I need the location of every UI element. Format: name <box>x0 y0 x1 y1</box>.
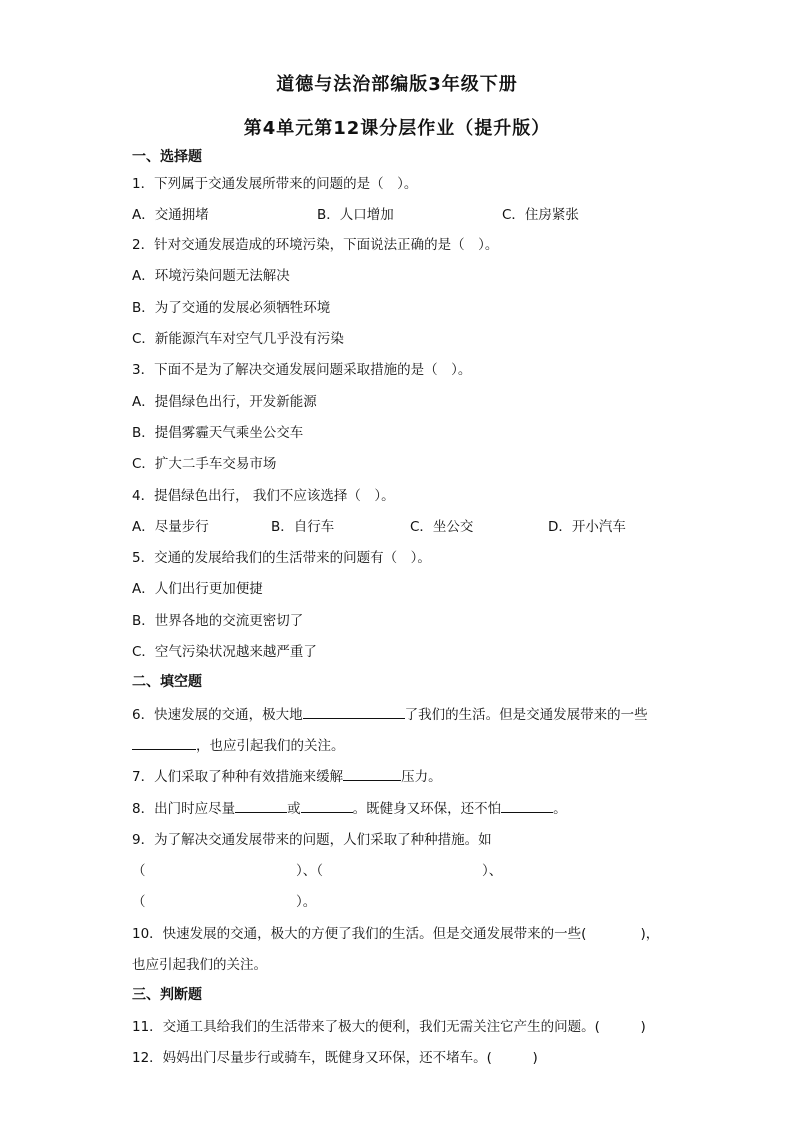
question-7-text-1: 7．人们采取了种种有效措施来缓解 <box>132 769 344 785</box>
question-8-text-1: 8．出门时应尽量 <box>132 801 236 817</box>
question-10-line2: 也应引起我们的关注。 <box>132 957 267 973</box>
question-3-option-a: A．提倡绿色出行，开发新能源 <box>132 394 317 410</box>
document-title-line1: 道德与法治部编版3年级下册 <box>276 74 518 95</box>
question-9-close-paren-1: ）、（ <box>296 863 323 879</box>
question-1-option-c: C．住房紧张 <box>502 207 579 223</box>
question-6-line1 <box>132 703 648 723</box>
question-3-option-b: B．提倡雾霾天气乘坐公交车 <box>132 425 304 441</box>
question-4-stem: 4．提倡绿色出行， 我们不应该选择（ ）。 <box>132 488 395 504</box>
question-9-open-paren-1: （ <box>132 863 146 879</box>
question-8 <box>132 797 567 817</box>
question-6-text-2: 了我们的生活。但是交通发展带来的一些 <box>404 707 648 723</box>
question-9-line3 <box>132 890 332 910</box>
question-8-text-3: 。既健身又环保，还不怕 <box>352 801 502 817</box>
section-judge-label: 三、判断题 <box>132 987 202 1003</box>
question-2-option-b: B．为了交通的发展必须牺牲环境 <box>132 300 331 316</box>
question-3-stem: 3．下面不是为了解决交通发展问题采取措施的是（ ）。 <box>132 362 472 378</box>
answer-blank[interactable] <box>303 706 405 719</box>
question-3-option-c: C．扩大二手车交易市场 <box>132 456 277 472</box>
question-11: 11．交通工具给我们的生活带来了极大的便利，我们无需关注它产生的问题。( ) <box>132 1019 646 1035</box>
question-2-option-c: C．新能源汽车对空气几乎没有污染 <box>132 331 344 347</box>
question-4-option-c: C．坐公交 <box>410 519 474 535</box>
question-8-text-2: 或 <box>287 801 301 817</box>
question-9-line2 <box>132 859 512 879</box>
question-1-option-a: A．交通拥堵 <box>132 207 209 223</box>
answer-blank[interactable] <box>343 768 401 781</box>
question-4-option-a: A．尽量步行 <box>132 519 209 535</box>
question-5-option-a: A．人们出行更加便捷 <box>132 581 263 597</box>
question-5-stem: 5．交通的发展给我们的生活带来的问题有（ ）。 <box>132 550 431 566</box>
question-1-stem: 1．下列属于交通发展所带来的问题的是（ ）。 <box>132 176 418 192</box>
section-choice-label: 一、选择题 <box>132 149 202 165</box>
question-10-line1: 10．快速发展的交通，极大的方便了我们的生活。但是交通发展带来的一些( )， <box>132 926 660 942</box>
answer-blank[interactable] <box>132 737 196 750</box>
question-2-option-a: A．环境污染问题无法解决 <box>132 268 290 284</box>
question-12: 12．妈妈出门尽量步行或骑车，既健身又环保，还不堵车。( ) <box>132 1050 538 1066</box>
answer-blank[interactable] <box>301 800 353 813</box>
question-8-text-4: 。 <box>553 801 567 817</box>
question-4-option-b: B．自行车 <box>271 519 335 535</box>
section-fill-label: 二、填空题 <box>132 674 202 690</box>
answer-blank[interactable] <box>501 800 553 813</box>
document-title-line2: 第4单元第12课分层作业（提升版） <box>243 118 551 139</box>
question-4-option-d: D．开小汽车 <box>548 519 626 535</box>
question-2-stem: 2．针对交通发展造成的环境污染，下面说法正确的是（ ）。 <box>132 237 499 253</box>
question-7 <box>132 765 442 785</box>
question-4-options <box>132 515 692 535</box>
question-9-open-paren-3: （ <box>132 894 146 910</box>
question-6-line2 <box>132 734 345 754</box>
question-9-close-paren-3: ）。 <box>296 894 317 910</box>
question-6-text-1: 6．快速发展的交通，极大地 <box>132 707 303 723</box>
question-6-text-3: ，也应引起我们的关注。 <box>196 738 345 754</box>
answer-blank[interactable] <box>235 800 287 813</box>
question-1-option-b: B．人口增加 <box>317 207 394 223</box>
question-7-text-2: 压力。 <box>401 769 442 785</box>
question-9-close-paren-2: ）、 <box>482 863 503 879</box>
question-9-line1: 9．为了解决交通发展带来的问题，人们采取了种种措施。如 <box>132 832 492 848</box>
question-1-options <box>132 203 692 223</box>
question-5-option-b: B．世界各地的交流更密切了 <box>132 613 304 629</box>
question-5-option-c: C．空气污染状况越来越严重了 <box>132 644 317 660</box>
